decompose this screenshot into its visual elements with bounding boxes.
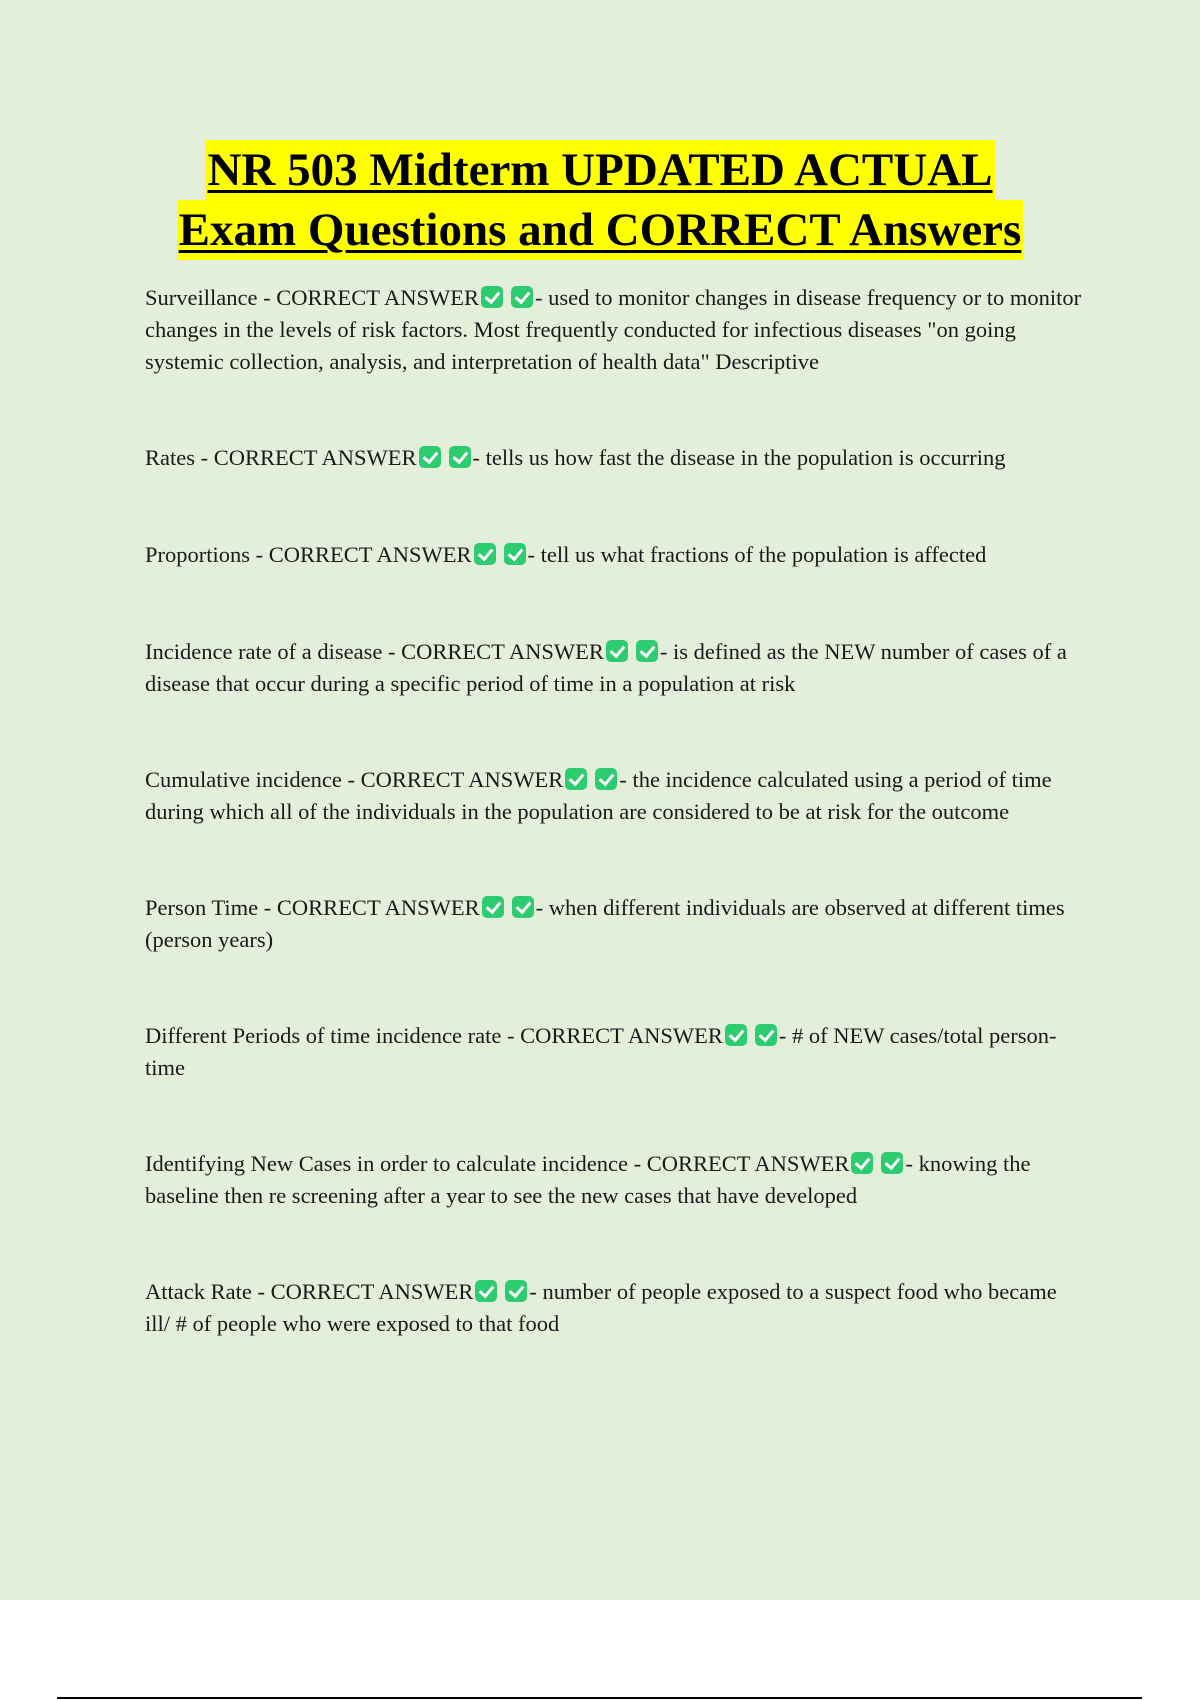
check-mark-icon (725, 1024, 747, 1046)
entry-term: Person Time (145, 895, 259, 920)
qa-entry-person-time: Person Time - CORRECT ANSWER - when different individuals are observed at different times (person years) (145, 895, 1065, 952)
check-mark-icon (475, 1280, 497, 1302)
entry-answer-label: CORRECT ANSWER (213, 445, 417, 470)
check-mark-icon (419, 446, 441, 468)
footer-divider (57, 1697, 1142, 1699)
qa-entry-different-periods: Different Periods of time incidence rate - CORRECT ANSWER - # of NEW cases/total person-time (145, 1023, 1057, 1080)
entry-answer-label: CORRECT ANSWER (276, 285, 479, 310)
entry-term: Identifying New Cases in order to calculate incidence (145, 1151, 628, 1176)
check-mark-icon (482, 896, 504, 918)
entry-answer-label: CORRECT ANSWER (646, 1151, 850, 1176)
check-mark-icon (595, 768, 617, 790)
entry-definition: used to monitor changes in disease frequency or to monitor changes in the levels of risk factors. Most frequently conducted for infectious diseases "on going systemic collection, analysis, and interpretation of health data" Descriptive (145, 285, 1082, 374)
qa-entry-surveillance: Surveillance - CORRECT ANSWER - used to monitor changes in disease frequency or to monitor changes in the levels of risk factors. Most frequently conducted for infectious diseases "on going systemic collection, analysis, and interpretation of health data" Descriptive (145, 285, 1082, 374)
entry-answer-label: CORRECT ANSWER (268, 542, 472, 567)
qa-list (145, 282, 1085, 1340)
title-line-2: Exam Questions and CORRECT Answers (177, 200, 1024, 260)
check-mark-icon (851, 1152, 873, 1174)
entry-definition: tell us what fractions of the population is affected (540, 542, 987, 567)
entry-definition: tells us how fast the disease in the population is occurring (485, 445, 1006, 470)
check-mark-icon (481, 286, 503, 308)
entry-answer-label: CORRECT ANSWER (270, 1279, 474, 1304)
entry-definition: knowing the baseline then re screening after a year to see the new cases that have developed (145, 1151, 1031, 1208)
check-mark-icon (449, 446, 471, 468)
entry-definition: number of people exposed to a suspect food who became ill/ # of people who were exposed to that food (145, 1279, 1057, 1336)
entry-answer-label: CORRECT ANSWER (520, 1023, 723, 1048)
title-line-1: NR 503 Midterm UPDATED ACTUAL (205, 140, 994, 200)
entry-answer-label: CORRECT ANSWER (401, 639, 604, 664)
entry-term: Rates (145, 445, 195, 470)
document-title (0, 140, 1200, 260)
entry-definition: is defined as the NEW number of cases of a disease that occur during a specific period of time in a population at risk (145, 639, 1067, 696)
check-mark-icon (636, 640, 658, 662)
entry-term: Different Periods of time incidence rate (145, 1023, 502, 1048)
check-mark-icon (504, 543, 526, 565)
check-mark-icon (474, 543, 496, 565)
entry-answer-label: CORRECT ANSWER (360, 767, 564, 792)
entry-term: Surveillance (145, 285, 258, 310)
check-mark-icon (565, 768, 587, 790)
qa-entry-rates: Rates - CORRECT ANSWER - tells us how fast the disease in the population is occurring (145, 445, 1006, 470)
qa-entry-incidence-rate: Incidence rate of a disease - CORRECT ANSWER - is defined as the NEW number of cases of a disease that occur during a specific period of time in a population at risk (145, 639, 1067, 696)
qa-entry-cumulative-incidence: Cumulative incidence - CORRECT ANSWER - the incidence calculated using a period of time during which all of the individuals in the population are considered to be at risk for the outcome (145, 767, 1052, 824)
qa-entry-proportions: Proportions - CORRECT ANSWER - tell us what fractions of the population is affected (145, 542, 987, 567)
check-mark-icon (881, 1152, 903, 1174)
check-mark-icon (755, 1024, 777, 1046)
qa-entry-identifying-new-cases: Identifying New Cases in order to calculate incidence - CORRECT ANSWER - knowing the baseline then re screening after a year to see the new cases that have developed (145, 1151, 1031, 1208)
entry-definition: when different individuals are observed at different times (person years) (145, 895, 1065, 952)
check-mark-icon (512, 896, 534, 918)
entry-term: Attack Rate (145, 1279, 252, 1304)
entry-answer-label: CORRECT ANSWER (276, 895, 480, 920)
qa-entry-attack-rate: Attack Rate - CORRECT ANSWER - number of people exposed to a suspect food who became ill/ # of people who were exposed to that food (145, 1279, 1057, 1336)
entry-term: Incidence rate of a disease (145, 639, 383, 664)
entry-term: Proportions (145, 542, 251, 567)
entry-term: Cumulative incidence (145, 767, 342, 792)
check-mark-icon (511, 286, 533, 308)
check-mark-icon (606, 640, 628, 662)
entry-definition: # of NEW cases/total person-time (145, 1023, 1057, 1080)
entry-definition: the incidence calculated using a period of time during which all of the individuals in the population are considered to be at risk for the outcome (145, 767, 1052, 824)
check-mark-icon (505, 1280, 527, 1302)
